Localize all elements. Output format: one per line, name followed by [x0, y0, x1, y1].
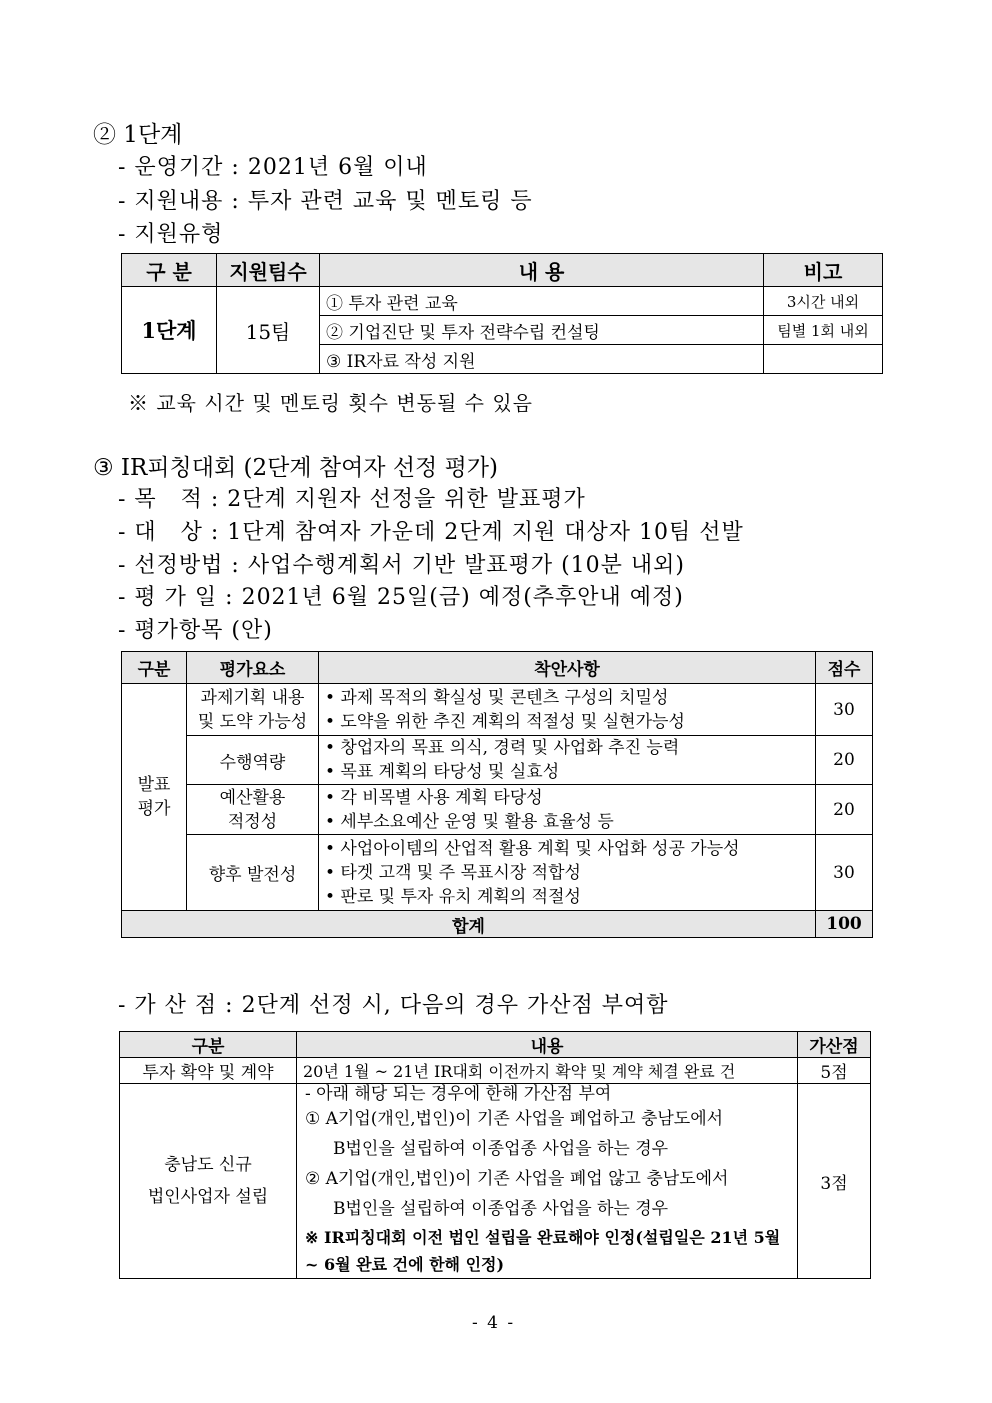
table-row: [319, 785, 816, 835]
total-label: 합계: [122, 911, 816, 938]
table-row: ② 기업진단 및 투자 전략수립 컨설팅: [320, 316, 764, 345]
bonus-note: ※ IR피칭대회 이전 법인 설립을 완료해야 인정(설립일은 21년 5월 ~ 6월 완료 건에 한해 인정): [305, 1228, 781, 1274]
point-item: • 각 비목별 사용 계획 타당성: [325, 787, 543, 808]
header-points: 착안사항: [319, 652, 816, 684]
point-item: • 사업아이템의 산업적 활용 계획 및 사업화 성공 가능성: [325, 838, 740, 859]
header-score: 점수: [816, 652, 873, 684]
section-heading-stage1: ② 1단계: [93, 122, 183, 148]
category-cell: 발표 평가: [122, 684, 187, 911]
element-cell: 과제기획 내용 및 도약 가능성: [187, 684, 319, 736]
header-teams: 지원팀수: [217, 254, 320, 287]
element-cell: 향후 발전성: [187, 835, 319, 911]
point-item: • 과제 목적의 확실성 및 콘텐츠 구성의 치밀성: [325, 687, 669, 708]
category-cell: 충남도 신규 법인사업자 설립: [120, 1084, 297, 1279]
ir-method: - 선정방법 : 사업수행계획서 기반 발표평가 (10분 내외): [118, 553, 685, 578]
table-row: [319, 835, 816, 911]
stage1-support: - 지원내용 : 투자 관련 교육 및 멘토링 등: [118, 189, 533, 214]
point-item: • 목표 계획의 타당성 및 실효성: [325, 762, 560, 782]
ir-target: - 대 상 : 1단계 참여자 가운데 2단계 지원 대상자 10팀 선발: [118, 520, 744, 545]
ir-date: - 평 가 일 : 2021년 6월 25일(금) 예정(추후안내 예정): [118, 585, 684, 610]
bonus-item: ① A기업(개인,법인)이 기존 사업을 폐업하고 충남도에서: [305, 1109, 724, 1129]
stage-cell: 1단계: [122, 287, 217, 374]
table-row: [319, 684, 816, 736]
point-item: • 타겟 고객 및 주 목표시장 적합성: [325, 862, 581, 883]
header-category: 구분: [120, 1032, 297, 1058]
table-row: ① 투자 관련 교육: [320, 287, 764, 316]
point-item: • 판로 및 투자 유치 계획의 적절성: [325, 886, 581, 907]
table-row: [319, 736, 816, 785]
score-cell: 3점: [798, 1084, 871, 1279]
score-cell: 5점: [798, 1058, 871, 1084]
element-cell: 수행역량: [187, 736, 319, 785]
score-cell: 30: [816, 835, 873, 911]
category-cell: 투자 확약 및 계약: [120, 1058, 297, 1084]
header-content: 내용: [297, 1032, 798, 1058]
element-cell: 예산활용 적정성: [187, 785, 319, 835]
header-bonus: 가산점: [798, 1032, 871, 1058]
bonus-table: [119, 1031, 871, 1279]
header-note: 비고: [764, 254, 883, 287]
point-item: • 도약을 위한 추진 계획의 적절성 및 실현가능성: [325, 711, 685, 732]
note-cell: 3시간 내외: [764, 287, 883, 316]
header-content: 내 용: [320, 254, 764, 287]
stage1-footnote: ※ 교육 시간 및 멘토링 횟수 변동될 수 있음: [128, 391, 533, 415]
stage1-type: - 지원유형: [118, 222, 224, 247]
stage1-period: - 운영기간 : 2021년 6월 이내: [118, 155, 428, 180]
point-item: • 세부소요예산 운영 및 활용 효율성 등: [325, 811, 614, 832]
evaluation-table: [121, 651, 873, 938]
bonus-intro: - 아래 해당 되는 경우에 한해 가산점 부여: [305, 1084, 612, 1104]
bonus-item: B법인을 설립하여 이종업종 사업을 하는 경우: [333, 1139, 669, 1159]
page-number: - 4 -: [472, 1313, 516, 1333]
ir-purpose: - 목 적 : 2단계 지원자 선정을 위한 발표평가: [118, 487, 586, 512]
note-cell: [764, 345, 883, 374]
bonus-line: - 가 산 점 : 2단계 선정 시, 다음의 경우 가산점 부여함: [118, 993, 669, 1018]
score-cell: 20: [816, 785, 873, 835]
header-category: 구분: [122, 652, 187, 684]
table-row: ③ IR자료 작성 지원: [320, 345, 764, 374]
note-cell: 팀별 1회 내외: [764, 316, 883, 345]
point-item: • 창업자의 목표 의식, 경력 및 사업화 추진 능력: [325, 738, 680, 758]
total-score: 100: [816, 911, 873, 938]
score-cell: 20: [816, 736, 873, 785]
header-category: 구 분: [122, 254, 217, 287]
score-cell: 30: [816, 684, 873, 736]
section-heading-ir: ③ IR피칭대회 (2단계 참여자 선정 평가): [93, 455, 498, 481]
bonus-item: ② A기업(개인,법인)이 기존 사업을 폐업 않고 충남도에서: [305, 1169, 729, 1189]
content-cell: 20년 1월 ~ 21년 IR대회 이전까지 확약 및 계약 체결 완료 건: [297, 1058, 798, 1084]
content-cell: [297, 1084, 798, 1279]
stage1-table: [121, 253, 883, 374]
teams-cell: 15팀: [217, 287, 320, 374]
header-element: 평가요소: [187, 652, 319, 684]
ir-items: - 평가항목 (안): [118, 618, 273, 643]
bonus-item: B법인을 설립하여 이종업종 사업을 하는 경우: [333, 1199, 669, 1219]
